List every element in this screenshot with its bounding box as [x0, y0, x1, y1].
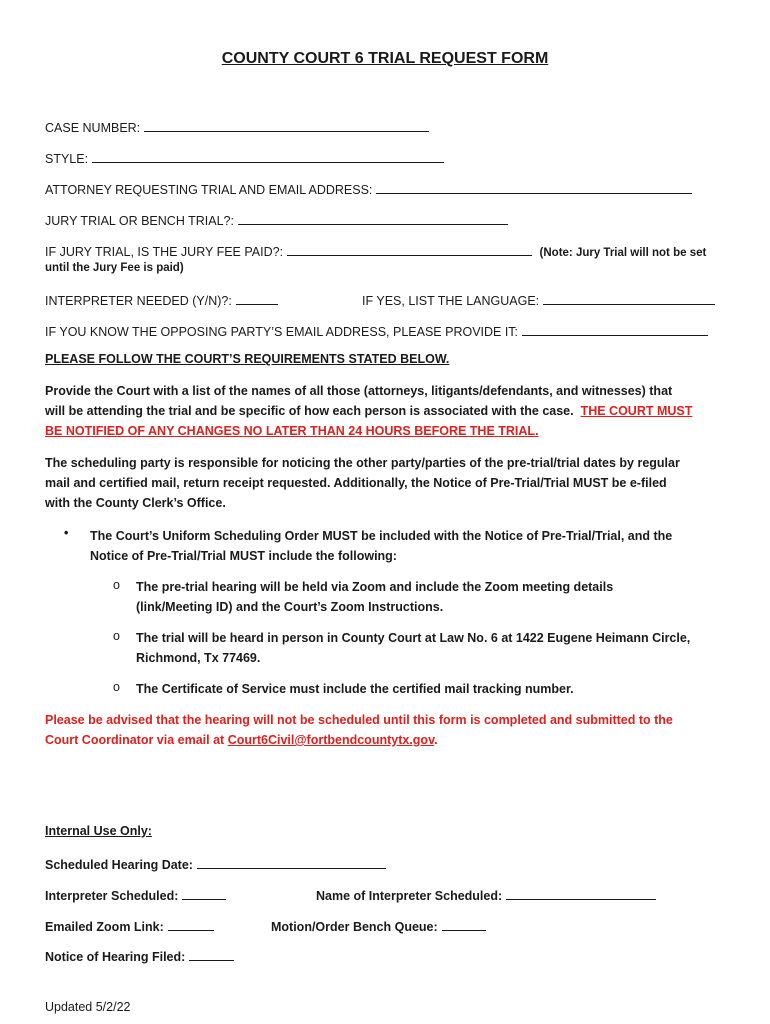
- para2-line1: The scheduling party is responsible for noticing the other party/parties of the pre-trial/trial dates by regular: [45, 456, 680, 470]
- interpreter-scheduled-field[interactable]: [182, 886, 226, 900]
- para1-line3: BE NOTIFIED OF ANY CHANGES NO LATER THAN 24 HOURS BEFORE THE TRIAL.: [45, 424, 539, 438]
- subitem-line1: The pre-trial hearing will be held via Zoom and include the Zoom meeting details: [136, 580, 614, 594]
- para1-line1: Provide the Court with a list of the names of all those (attorneys, litigants/defendants, and witnesses) that: [45, 384, 673, 398]
- case-number-row: [45, 118, 429, 135]
- jury-bench-field[interactable]: [238, 211, 508, 225]
- opposing-email-label: IF YOU KNOW THE OPPOSING PARTY’S EMAIL ADDRESS, PLEASE PROVIDE IT:: [45, 325, 519, 339]
- advisory-paragraph: [45, 710, 730, 750]
- attorney-row: [45, 180, 692, 197]
- zoom-link-field[interactable]: [168, 917, 214, 931]
- opposing-email-row: [45, 322, 708, 339]
- advisory-line2-text: Court Coordinator via email at: [45, 733, 225, 747]
- subitem-certificate: [136, 679, 731, 699]
- updated-date: Updated 5/2/22: [45, 1000, 131, 1014]
- para2-line3: with the County Clerk’s Office.: [45, 496, 226, 510]
- interpreter-row: [45, 291, 278, 308]
- attendee-paragraph: [45, 381, 730, 441]
- jury-fee-note: (Note: Jury Trial will not be set: [539, 247, 707, 259]
- internal-use-heading: Internal Use Only:: [45, 824, 152, 838]
- interpreter-name-row: [316, 886, 656, 903]
- style-label: STYLE:: [45, 152, 89, 166]
- interpreter-label: INTERPRETER NEEDED (Y/N)?:: [45, 294, 232, 308]
- jury-bench-label: JURY TRIAL OR BENCH TRIAL?:: [45, 214, 234, 228]
- scheduled-hearing-row: [45, 855, 386, 872]
- subitem-in-person: [136, 628, 731, 668]
- requirements-heading: PLEASE FOLLOW THE COURT’S REQUIREMENTS STATED BELOW.: [45, 352, 450, 366]
- scheduling-paragraph: [45, 453, 730, 513]
- circle-bullet-icon: o: [113, 680, 120, 694]
- subitem-line2: Richmond, Tx 77469.: [136, 651, 261, 665]
- language-row: [362, 291, 715, 308]
- scheduled-hearing-label: Scheduled Hearing Date:: [45, 858, 193, 872]
- bullet-line1: The Court’s Uniform Scheduling Order MUST be included with the Notice of Pre-Trial/Trial, and the: [90, 529, 673, 543]
- advisory-line2: [45, 730, 730, 750]
- zoom-link-row: [45, 917, 214, 934]
- bullet-line2: Notice of Pre-Trial/Trial MUST include the following:: [90, 549, 397, 563]
- para1-line2: [45, 401, 730, 421]
- interpreter-name-label: Name of Interpreter Scheduled:: [316, 889, 503, 903]
- subitem-line2: (link/Meeting ID) and the Court’s Zoom Instructions.: [136, 600, 444, 614]
- jury-bench-row: [45, 211, 508, 228]
- jury-fee-label: IF JURY TRIAL, IS THE JURY FEE PAID?:: [45, 245, 284, 259]
- case-number-label: CASE NUMBER:: [45, 121, 141, 135]
- subitem-line1: The trial will be heard in person in County Court at Law No. 6 at 1422 Eugene Heimann Circle,: [136, 631, 691, 645]
- circle-bullet-icon: o: [113, 578, 120, 592]
- advisory-line1: Please be advised that the hearing will not be scheduled until this form is completed and submitted to the: [45, 713, 673, 727]
- interpreter-scheduled-label: Interpreter Scheduled:: [45, 889, 179, 903]
- jury-fee-row: [45, 242, 706, 259]
- notice-filed-row: [45, 947, 234, 964]
- circle-bullet-icon: o: [113, 629, 120, 643]
- attorney-label: ATTORNEY REQUESTING TRIAL AND EMAIL ADDRESS:: [45, 183, 373, 197]
- bench-queue-label: Motion/Order Bench Queue:: [271, 920, 438, 934]
- attorney-field[interactable]: [376, 180, 692, 194]
- bench-queue-row: [271, 917, 486, 934]
- jury-fee-note-cont: until the Jury Fee is paid): [45, 262, 184, 274]
- style-row: [45, 149, 444, 166]
- bullet-item: [90, 526, 720, 566]
- subitem-zoom: [136, 577, 731, 617]
- form-title: COUNTY COURT 6 TRIAL REQUEST FORM: [221, 50, 549, 67]
- interpreter-name-field[interactable]: [506, 886, 656, 900]
- language-field[interactable]: [543, 291, 715, 305]
- opposing-email-field[interactable]: [522, 322, 708, 336]
- court-must-notice: THE COURT MUST: [580, 404, 693, 418]
- bullet-icon: •: [64, 526, 69, 540]
- para1-line2-text: will be attending the trial and be specific of how each person is associated with the case.: [45, 404, 574, 418]
- interpreter-scheduled-row: [45, 886, 226, 903]
- court-email-link[interactable]: Court6Civil@fortbendcountytx.gov: [227, 733, 435, 747]
- bench-queue-field[interactable]: [442, 917, 486, 931]
- jury-fee-field[interactable]: [287, 242, 532, 256]
- subitem-line1: The Certificate of Service must include the certified mail tracking number.: [136, 682, 574, 696]
- notice-filed-field[interactable]: [189, 947, 234, 961]
- scheduled-hearing-field[interactable]: [197, 855, 386, 869]
- language-label: IF YES, LIST THE LANGUAGE:: [362, 294, 540, 308]
- style-field[interactable]: [92, 149, 444, 163]
- zoom-link-label: Emailed Zoom Link:: [45, 920, 164, 934]
- notice-filed-label: Notice of Hearing Filed:: [45, 950, 186, 964]
- interpreter-field[interactable]: [236, 291, 278, 305]
- para2-line2: mail and certified mail, return receipt requested. Additionally, the Notice of Pre-Trial/Trial MUST be e-filed: [45, 476, 667, 490]
- advisory-period: .: [434, 733, 438, 747]
- case-number-field[interactable]: [144, 118, 429, 132]
